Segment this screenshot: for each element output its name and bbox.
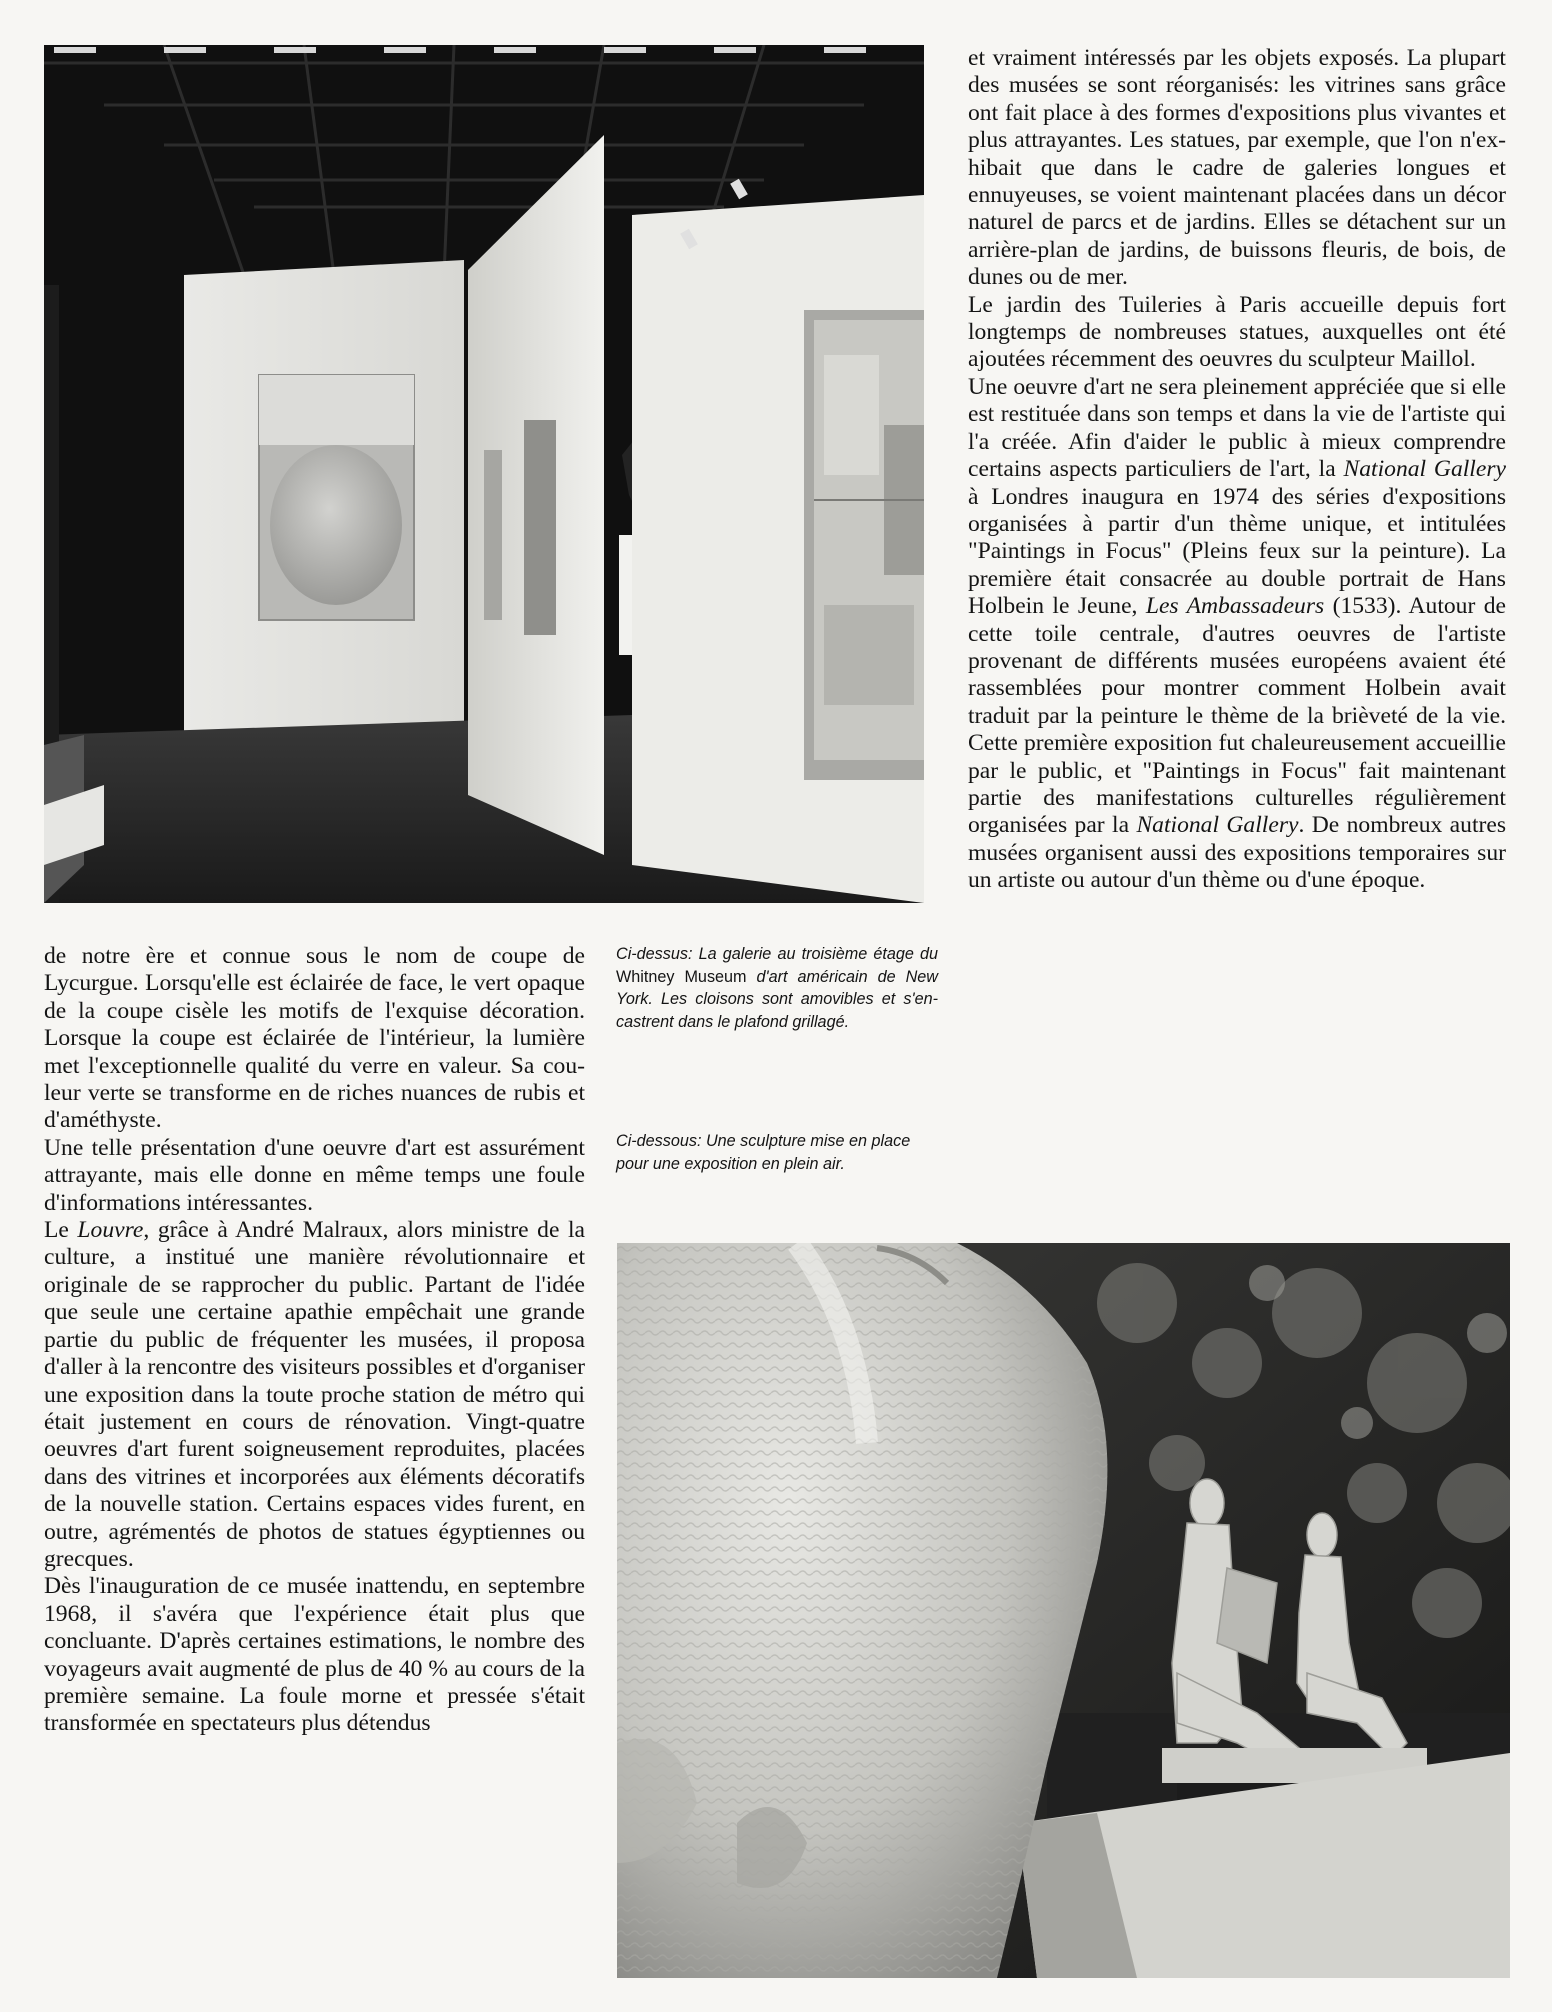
left-paragraph-3 (44, 1217, 585, 1573)
caption-bottom (616, 1130, 938, 1175)
right-paragraph-3 (968, 374, 1506, 895)
left-paragraph-2: Une telle présentation d'une oeuvre d'art est assurément attrayante, mais elle donne en même temps une foule d'informations intéressantes. (44, 1134, 585, 1216)
right-column (968, 45, 1506, 895)
right-p3-c: (1533). Autour de cette toile centrale, d'autres oeuvres de l'artiste provenant de différents musées européens avaient été rassemblées pour montrer comment Holbein avait traduit par la peinture le thème de la brièveté de la vie. Cette première exposition fut chaleureusement accueillie par le public, et "Paintings in Focus" fait maintenant partie des manifestations culturelles régulièrement organisées par la (968, 593, 1506, 839)
sculpture-photo-drawing (617, 1243, 1510, 1978)
national-gallery-name-1: National Gallery (1343, 456, 1506, 483)
caption-top-prefix: Ci-dessus: La galerie au troisième étage du (616, 945, 938, 963)
caption-top (616, 943, 938, 1033)
right-p3-b: à Londres inaugura en 1974 des séries d'expositions organisées à partir d'un thème unique, et intitulées "Paintings in Focus" (Pleins feux sur la peinture). La première était consacrée au double portrait de Hans Holbein le Jeune, (968, 483, 1506, 620)
left-paragraph-4: Dès l'inauguration de ce musée inattendu, en septembre 1968, il s'avéra que l'expérience était plus que concluante. D'après certaines estimations, le nombre des voyageurs avait augmenté de plus de 40 % au cours de la première semaine. La foule morne et pressée s'était transformée en spectateurs plus détendus (44, 1573, 585, 1737)
caption-top-museum: Whitney Museum (616, 967, 747, 986)
sculpture-photo (617, 1243, 1510, 1978)
caption-top-suffix: d'art américain de New York. Les cloisons sont amovibles et s'encastrent dans le plafond grillagé. (616, 967, 938, 1031)
gallery-photo-drawing (44, 45, 924, 903)
right-p3-a: Une oeuvre d'art ne sera pleinement appréciée que si elle est restituée dans son temps et dans la vie de l'artiste qui l'a créée. Afin d'aider le public à mieux comprendre certains aspects particuliers de l'art, la (968, 373, 1506, 483)
gallery-photo (44, 45, 924, 903)
national-gallery-name-2: National Gallery (1136, 812, 1299, 839)
left-paragraph-1: de notre ère et connue sous le nom de coupe de Lycurgue. Lorsqu'elle est éclairée de face, le vert opaque de la coupe cisèle les motifs de l'exquise décoration. Lorsque la coupe est éclairée de l'intérieur, la lumière met l'exceptionnelle qualité du verre en valeur. Sa couleur verte se transforme en de riches nuances de rubis et d'améthyste. (44, 943, 585, 1134)
right-paragraph-2: Le jardin des Tuileries à Paris accueille depuis fort longtemps de nombreuses statues, auxquelles ont été ajoutées récemment des oeuvres du sculpteur Maillol. (968, 291, 1506, 373)
right-paragraph-1: et vraiment intéressés par les objets exposés. La plupart des musées se sont réorganisés: les vitrines sans grâce ont fait place à des formes d'expositions plus vivantes et plus attrayantes. Les statues, par exemple, que l'on n'exhibait que dans le cadre de galeries longues et ennuyeuses, se voient maintenant placées dans un décor naturel de parcs et de jardins. Elles se détachent sur un arrière-plan de jardins, de buissons fleuris, de bois, de dunes ou de mer. (968, 45, 1506, 291)
left-p3-start: Le (44, 1217, 78, 1244)
left-column (44, 943, 585, 1738)
right-p3-d: . De nombreux autres musées organisent aussi des expositions temporaires sur un artiste ou autour d'un thème ou d'une époque. (968, 812, 1507, 894)
left-p3-rest: , grâce à André Malraux, alors ministre de la culture, a institué une manière révolutionnaire et originale de se rapprocher du public. Partant de l'idée que seule une certaine apathie empêchait une grande partie du public de fréquenter les musées, il proposa d'aller à la rencontre des visiteurs possibles et d'organiser une exposition dans la toute proche station de métro qui était justement en cours de rénovation. Vingt-quatre oeuvres d'art furent soigneusement reproduites, placées dans des vitrines et incorporées aux éléments décoratifs de la nouvelle station. Certains espaces vides furent, en outre, agrémentés de photos de statues égyptiennes ou grecques. (44, 1217, 585, 1572)
caption-bottom-text: Ci-dessous: Une sculpture mise en place pour une exposition en plein air. (616, 1132, 911, 1173)
ambassadeurs-title: Les Ambassadeurs (1145, 593, 1325, 620)
louvre-name: Louvre (77, 1217, 144, 1244)
